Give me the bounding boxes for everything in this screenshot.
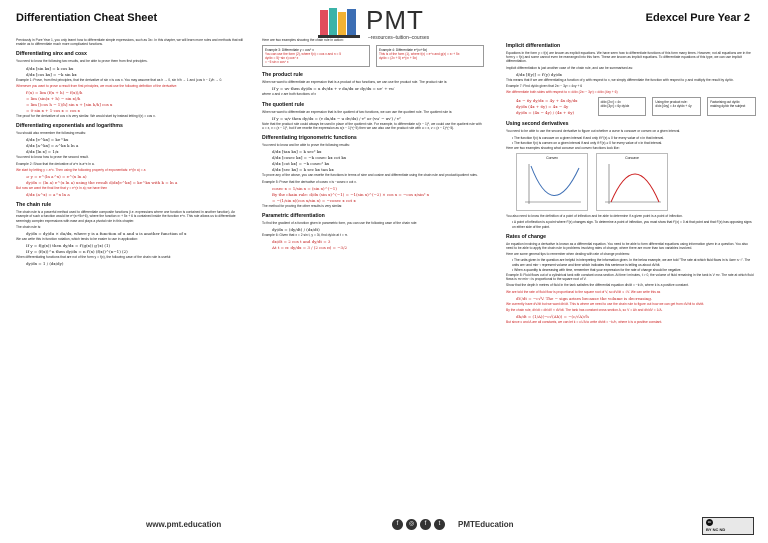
example-line: dy/dx = (2x + 5) e^(x² + 5x)	[379, 56, 418, 61]
section-heading-quotient-rule: The quotient rule	[262, 101, 305, 108]
facebook-icon[interactable]: f	[420, 519, 431, 530]
equation: f′(x) = lim (f(x + h) − f(x))/h	[26, 90, 83, 96]
text: Here are two examples showing what concave and convex functions look like:	[506, 146, 620, 151]
example-title: Example 7: Find dy/dx given that 2x² − 3y² = 4xy + 6	[506, 84, 583, 89]
examples-row	[262, 45, 484, 67]
text: You need to know and be able to prove the following results:	[262, 143, 350, 148]
graph-label: Concave	[625, 156, 639, 161]
facebook-icon[interactable]: f	[392, 519, 403, 530]
example-line: By the chain rule, dh/dt = dh/dV × dV/dt. The tank has constant cross section A, so V = Ah and dh/dV = 1/A.	[506, 308, 663, 313]
pmt-logo	[318, 4, 458, 42]
text: You need to know the following two results, and be able to prove them from first principles.	[16, 59, 148, 64]
equation: dy/dx (4x + 6y) = 4x − 4y	[516, 104, 569, 110]
bullet: • A point of inflection is a point where f″(x) changes sign. To determine a point of inflection, you must show that f″(x) = 0 at that point and that f″(x) has opposing signs on either side of the point.	[512, 220, 756, 228]
column-1	[16, 38, 248, 500]
logo-tagline: –resources–tuition–courses	[368, 35, 430, 41]
text: Note that the product rule could always be used in place of the quotient rule. For example, to differentiate x/(x − 1)⁵, we could use the quotient rule with u = x, v = (x − 1)⁵, but if we rewrite the expression as x(x − 1)^(−5) then we can also use the product rule with u = x, v = (x − 1)^(−5).	[262, 121, 482, 131]
text: When we want to differentiate an expression that is a product of two functions, we can use the product rule. The product rule is:	[262, 80, 448, 85]
section-heading-chain-rule: The chain rule	[16, 202, 52, 209]
equation: dV/dt = −c√V. The − sign arises because the volume is decreasing.	[516, 295, 653, 301]
text: Equations in the form y = f(x) are known as explicit equations. We have seen how to differentiate functions of this form many times. However, not all equations are in the form y = f(x) and some cannot even be rearranged into this form. These are known as implicit equations. To differentiate equations of this type, we can use implicit differentiation.	[506, 51, 751, 64]
equation: d/dx [cos kx] = −k sin kx	[26, 71, 77, 77]
text: The chain rule is:	[16, 224, 42, 229]
equation: d/dx [a^kx] = a^kx k ln a	[26, 143, 79, 149]
convex-graph	[516, 153, 588, 211]
text: The proof for the derivative of cos x is very similar. We would start by instead letting f(x) = cos x.	[16, 114, 156, 119]
section-heading-implicit: Implicit differentiation	[506, 43, 561, 49]
bullet: • The function f(x) is concave on a given interval if and only if f″(x) ≤ 0 for every value of x in that interval.	[512, 136, 756, 140]
equation: = 0·sin x + 1·cos x = cos x	[26, 108, 80, 114]
example-title: Example 6: Given that x = 2 sin t, y = 3t, find dy/dx at t = π.	[262, 233, 348, 238]
books-icon	[318, 6, 362, 38]
text: An equation involving a derivative is known as a differential equation. You need to be able to form differential equations using information given in a question. You also need to be able to apply the chain rule to problems involving rates of change, where there are more than two variables involved.	[506, 241, 748, 251]
equation: If y = (f(x))^n then dy/dx = n f′(x) (f(x))^(n−1) (2)	[26, 249, 128, 255]
equation: d/dx [f(y)] = f′(y) dy/dx	[516, 71, 562, 77]
equation: dy/dx = (dy/dt) / (dx/dt)	[272, 227, 320, 233]
equation: d/dx [e^kx] = ke^kx	[26, 137, 69, 143]
text: To find the gradient of a function given in parametric form, you can use the following case of the chain rule:	[262, 221, 418, 226]
example-title: Example 4: Differentiate e^(x²+5x)	[379, 48, 428, 53]
example-box	[262, 45, 370, 67]
equation: d/dx [ln x] = 1/x	[26, 149, 59, 155]
convex-curve-plot	[521, 162, 583, 206]
text: Here are some general tips to remember when dealing with rate of change problems:	[506, 252, 630, 257]
equation: = −(1/sin x)(cos x/sin x) = −cosec x cot x	[272, 197, 356, 203]
section-heading-sin-cos: Differentiating sinx and cosx	[16, 51, 87, 58]
equation: If y = u/v then dy/dx = (v du/dx − u dv/dx) / v² or (vu′ − uv′) / v²	[272, 115, 401, 121]
text: where u and v are both functions of x	[262, 92, 317, 97]
annotation-box: Using the product rule: d/dx [4xy] = 4x dy/dx + 4y	[652, 97, 701, 116]
example-line: dy/dx = 5(−sin x) cos⁴ x	[265, 56, 299, 61]
example-line: But since c and A are all constants, we can let k = c/√A to write dh/dt = −k√h, where k is a positive constant.	[506, 320, 663, 325]
text: Show that the depth h metres of fluid in the tank satisfies the differential equation dh/dt = −k√h, where k is a positive constant.	[506, 283, 689, 288]
equation: = lim (sin(x + h) − sin x)/h	[26, 96, 81, 102]
course-title: Edexcel Pure Year 2	[645, 12, 750, 24]
cc-icon: cc	[707, 520, 712, 524]
equation: d/dx [sin kx] = k cos kx	[26, 65, 74, 71]
graphs-row	[516, 153, 756, 211]
equation: 4x − 6y dy/dx = 4y + 4x dy/dx	[516, 98, 578, 104]
equation: dy/dx = 1 / (dx/dy)	[26, 261, 64, 267]
equation: By the chain rule: d/dx (sin x)^(−1) = −1(sin x)^(−2) × cos x = −cos x/sin² x	[272, 191, 429, 197]
equation: dh/dt = (1/A)(−c√(Ah)) = −(c/√A)√h	[516, 314, 589, 320]
concave-graph	[596, 153, 668, 211]
intro-text: Previously in Pure Year 1, you only learnt how to differentiate simple expressions, such as 3x². In this chapter, we will learn more rules and methods that will enable us to differentiate much more complicated functions.	[16, 38, 243, 47]
example-line: This is of the form (1), where f(x) = e^x and g(x) = x² + 5x	[379, 52, 460, 57]
cc-license-text: BY NC ND	[706, 527, 726, 532]
example-line: We differentiate both sides with respect to x: d/dx (2x² − 3y²) = d/dx (4xy + 6)	[506, 90, 618, 95]
twitter-icon[interactable]: t	[434, 519, 445, 530]
annotation-row	[506, 97, 756, 116]
example-title: Example 8: Fluid flows out of a cylindrical tank with constant cross section. At time t minutes, t > 0, the volume of fluid remaining in the tank is V m³. The rate at which fluid flows is m³ min⁻¹ is proportional to the square root of V.	[506, 273, 754, 282]
section-heading-exp-log: Differentiating exponentials and logarithms	[16, 123, 123, 130]
text: The method for proving the other results is very similar.	[262, 203, 343, 208]
example-line: We are told the rate of fluid flow is proportional to the square root of V, so dV/dt ∝ √V. We can write this as	[506, 289, 661, 294]
example-line: = −5 sin x cos⁴ x	[265, 60, 289, 65]
equation: dy/dx = dy/du × du/dx, where y is a function of u and u is another function of x	[26, 231, 187, 237]
example-line: We start by letting y = a^x. Then using the following property of exponentials: e^(ln a) = a	[16, 167, 146, 172]
section-heading-trig: Differentiating trigonometric functions	[262, 135, 357, 142]
graph-label: Convex	[546, 156, 558, 161]
equation: d/dx [tan kx] = k sec² kx	[272, 149, 322, 155]
equation: d/dx [cot kx] = −k cosec² kx	[272, 161, 330, 167]
text: Implicit differentiation is just another case of the chain rule, and can be summarised as:	[506, 65, 633, 70]
footer-brand: PMTEducation	[458, 520, 514, 529]
logo-text: PMT	[366, 5, 424, 35]
bullet: • The function f(x) is convex on a given interval if and only if f″(x) ≥ 0 for every value of x in that interval.	[512, 141, 756, 145]
annotation-box: d/dx [2x²] = 4x d/dx [3y²] = 6y dy/dx	[598, 97, 647, 116]
section-heading-rates: Rates of change	[506, 233, 547, 240]
equation: d/dx [cosec kx] = −k cosec kx cot kx	[272, 155, 347, 161]
equation: = lim [(cos h − 1)/h] sin x + [sin h/h] cos x	[26, 102, 113, 108]
bullet: • When a quantity is decreasing with time, remember that your expression for the rate of change should be negative.	[512, 268, 756, 272]
footer	[0, 512, 768, 538]
example-line: We currently have dV/dt but we want dh/dt. This is where we need to use the chain rule to figure out how we can get from dV/dt to dh/dt.	[506, 301, 705, 306]
concave-curve-plot	[601, 162, 663, 206]
text: When differentiating functions that are not of the form y = f(x), the following case of the chain rule is useful:	[16, 255, 172, 260]
text: The chain rule is a powerful method used to differentiate composite functions (i.e. expressions where one function is contained in another function). An example of such a function would be e^(x²+5x+6), where the function x² + 5x + 6 is contained inside the function e^x. This rule allows us to differentiate seemingly complex expressions with ease and plays a pivotal role in this chapter.	[16, 210, 236, 223]
example-title: Example 5: Prove that the derivative of cosec x is −cosec x cot x.	[262, 179, 357, 184]
cc-license-badge	[702, 517, 754, 535]
equation: dx/dt = 2 cos t and dy/dt = 3	[272, 239, 331, 245]
text: When we want to differentiate an expression that is the quotient of two functions, we can use the quotient rule. The quotient rule is:	[262, 109, 453, 114]
equation: If y = f(g(x)) then dy/dx = f′(g(x)) g′(x) (1)	[26, 243, 111, 249]
text: You also need to know the definition of a point of inflection and be able to determine if a given point is a point of inflection.	[506, 214, 683, 219]
equation: If y = uv then dy/dx = u dv/dx + v du/dx or dy/dx = uv′ + vu′	[272, 86, 395, 92]
equation: dy/dx = (4x − 4y) / (4x + 6y)	[516, 110, 575, 116]
equation: ⇒ y = e^(ln a^x) = e^(x ln a)	[26, 174, 87, 180]
text: To prove any of the above, you can rewrite the functions in terms of sine and cosine and differentiate using the chain rule and product/quotient rules.	[262, 173, 478, 178]
section-heading-parametric: Parametric differentiation	[262, 213, 325, 220]
text: This means that if we are differentiating a function of y with respect to x, we simply differentiate the function with respect to y and multiply the result by dy/dx.	[506, 77, 734, 82]
example-box	[376, 45, 484, 67]
example-title: Example 3: Differentiate y = cos⁵ x	[265, 48, 314, 53]
page-title: Differentiation Cheat Sheet	[16, 12, 158, 24]
equation: d/dx [sec kx] = k sec kx tan kx	[272, 167, 334, 173]
text: Here are two examples showing the chain rule in action:	[262, 38, 344, 42]
equation: At t = π: dy/dx = 3 / (2 cos π) = −3/2	[272, 245, 347, 251]
section-heading-second-derivatives: Using second derivatives	[506, 121, 569, 128]
bullet: • The units given in the question are helpful in interpreting the information given. In the below example, we are told "The rate at which fluid flows in is 4cm³ s⁻¹". The units cm³ and min⁻¹ represent volume and time which indicates this sentence is telling us about dV/dt.	[512, 258, 756, 266]
annotation-box: Factorising out dy/dx making dy/dx the subject	[707, 97, 756, 116]
instagram-icon[interactable]: ◎	[406, 519, 417, 530]
equation: d/dx (a^x) = a^x ln a	[26, 192, 70, 198]
example-title: Example 1: Prove, from first principles, that the derivative of sin x is cos x. You may assume that as h → 0, sin h/h → 1 and (cos h − 1)/h → 0.	[16, 77, 223, 82]
equation: cosec x = 1/sin x = (sin x)^(−1)	[272, 185, 337, 191]
column-2	[262, 38, 484, 500]
example-title: Example 2: Show that the derivative of a^x is a^x ln a.	[16, 161, 95, 166]
example-line: You can use the form (2), where f(x) = cos x and n = 5	[265, 52, 342, 57]
column-3	[506, 38, 756, 500]
example-note: Whenever you want to prove a result from first principles, we must use the following definition of the derivative:	[16, 83, 178, 88]
equation: dy/dx = (ln a) e^(x ln a) using the result d/dx[e^kx] = ke^kx with k = ln a	[26, 180, 178, 186]
section-heading-product-rule: The product rule	[262, 72, 303, 79]
text: You need to be able to use the second derivative to figure out whether a curve is concave or convex on a given interval.	[506, 129, 681, 134]
example-line: But now we want the final line that y = e^(x ln a); we have then	[16, 186, 108, 191]
text: You need to know how to prove the second result.	[16, 155, 89, 160]
text: We can write this in function notation, which tends to be easier to use in application:	[16, 237, 138, 242]
footer-url-link[interactable]: www.pmt.education	[146, 520, 222, 529]
text: You should also remember the following results:	[16, 131, 86, 136]
